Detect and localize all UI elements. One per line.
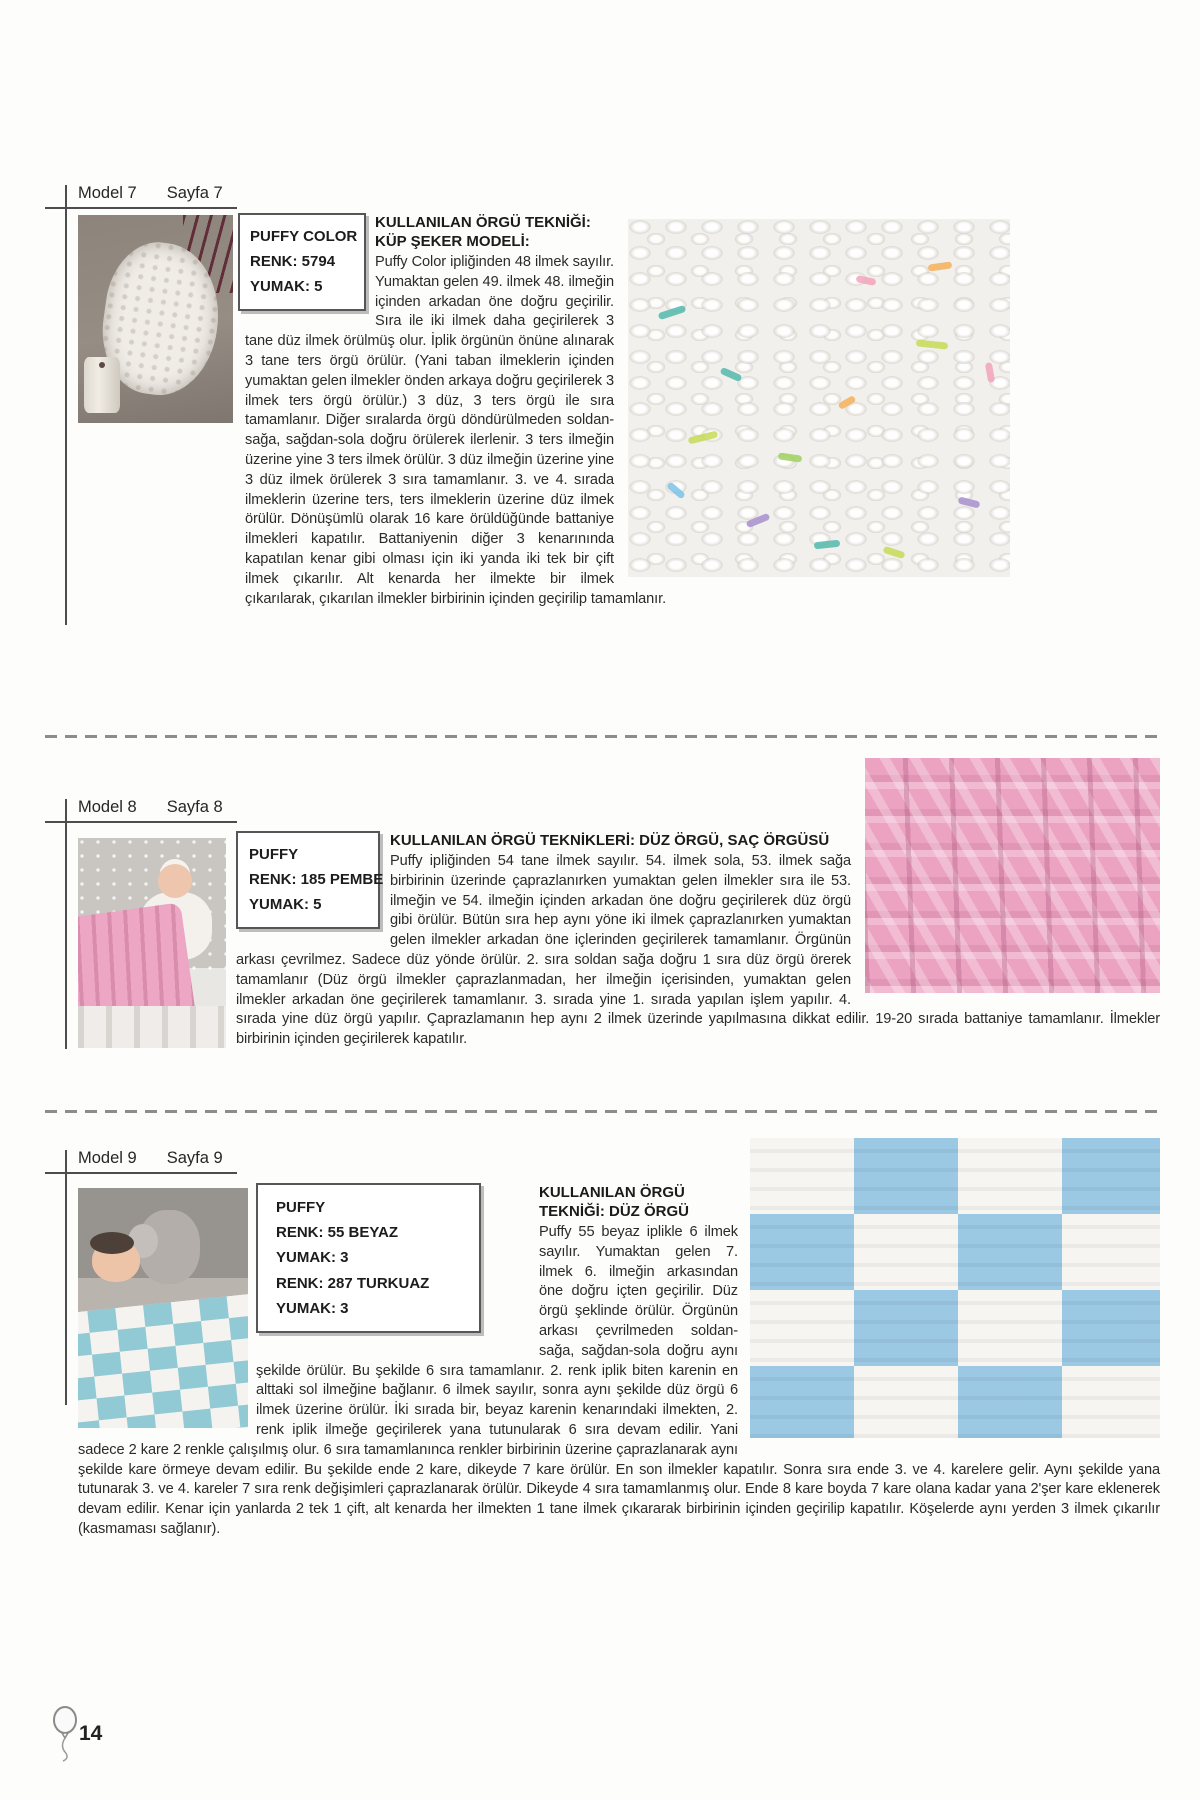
- section-header: [45, 1148, 237, 1174]
- section-left-rule: [65, 1150, 67, 1405]
- baby-face: [92, 1240, 140, 1282]
- yarn-name: PUFFY: [249, 846, 299, 863]
- stitch-swatch-photo: [628, 219, 1010, 577]
- section-model-8: [60, 797, 1160, 1056]
- crib: [78, 1006, 226, 1048]
- color-fleck: [746, 513, 771, 528]
- color-fleck: [882, 546, 905, 559]
- elephant-plush: [138, 1210, 200, 1284]
- color-fleck: [778, 452, 803, 462]
- section-header: [45, 183, 237, 209]
- technique-title: KULLANILAN ÖRGÜ TEKNİĞİ: KÜP ŞEKER MODELİ:: [375, 214, 591, 250]
- section-header: [45, 797, 237, 823]
- yarn-color: RENK: 5794: [250, 253, 336, 271]
- section-model-7: [60, 183, 1010, 609]
- page-ref-label: Sayfa 7: [166, 184, 223, 202]
- model-label: Model 9: [78, 1149, 137, 1167]
- page-ref-label: Sayfa 9: [166, 1149, 223, 1167]
- technique-title: KULLANILAN ÖRGÜ TEKNİĞİ: DÜZ ÖRGÜ: [539, 1184, 689, 1220]
- yarn-skeins: YUMAK: 5: [250, 278, 323, 296]
- color-fleck: [814, 540, 841, 550]
- model-label: Model 8: [78, 798, 137, 816]
- color-fleck: [688, 430, 719, 444]
- color-fleck: [928, 261, 953, 271]
- dashed-divider: [45, 735, 1158, 738]
- yarn-skeins: YUMAK: 5: [249, 896, 322, 914]
- color-fleck: [855, 275, 876, 286]
- page-number: 14: [79, 1722, 103, 1745]
- stitch-swatch-photo: [865, 758, 1160, 993]
- color-fleck: [957, 496, 980, 508]
- section-content: [78, 1183, 1160, 1540]
- yarn-skeins-1: YUMAK: 3: [276, 1249, 349, 1267]
- yarn-skeins-2: YUMAK: 3: [276, 1299, 349, 1317]
- yarn-info-box: [238, 213, 366, 311]
- page-ref-label: Sayfa 8: [166, 798, 223, 816]
- dashed-divider: [45, 1110, 1158, 1113]
- yarn-color: RENK: 185 PEMBE: [249, 871, 384, 889]
- checkered-blanket: [78, 1293, 248, 1428]
- color-fleck: [916, 339, 949, 349]
- color-fleck: [666, 481, 686, 499]
- instructions-text: Puffy ipliğinden 54 tane ilmek sayılır. 54. ilmek sola, 53. ilmek sağa birbirinin üzerinde çaprazlanırken yumaktan gelen ilmekler sıra ile 53. ilmeğin ve 54. ilmeğin içinden arkadan öne doğru geçirilerek düz örgü gibi örülür. Bütün sıra hep aynı yöne iki ilmek çaprazlanırken yumaktan gelen ilmekler arkadan öne içlerinden geçirilerek tamamlanır. Örgünün arkası çevrilmez. Sadece düz yönde örülür. 2. sıra soldan sağa doğru 1 sıra düz örgü örerek tamamlanır (Düz örgü ilmekler çaprazlanmadan, her ilmeğin içerisinden, yumaktan gelen ilmekler arkadan öne geçirilerek tamamlanır. 3. sırada yine 1. sırada yapılan işlem yapılır. 4. sırada yine düz örgü yapılır. Çaprazlamanın hep aynı 2 ilmek üzerinde yapılmasına dikkat edilir. 19-20 sırada battaniye tamamlanır. İlmekler birbirinin içinden geçirilerek kapatılır.: [236, 853, 1160, 1048]
- instructions-text: Puffy 55 beyaz iplikle 6 ilmek sayılır. Yumaktan gelen 7. ilmek 6. ilmeğin arkasından öne doğru içten geçirilir. Düz örgü şeklinde örülür. Örgünün arkası çevrilmeden soldan-sağa, sağdan-sola doğru aynı şekilde örülür. Bu şekilde 6 sıra tamamlanır. 2. renk iplik biten karenin en alttaki sol ilmeğine bağlanır. 6 ilmek sayılır, sonra aynı şekilde düz örgü 6 ilmek üzerine örülür. İki sırada bir, beyaz karenin kenarındaki ilmekten, 2. renk iplik ilmeğe geçirilerek yana tutunularak 6 sıra devam edilir. Yani sadece 2 kare 2 renkle çalışılmış olur. 6 sıra tamamlanınca renkler birbirinin üzerine çaprazlanarak aynı şekilde kare örmeye devam edilir. Bu şekilde ende 2 kare, dikeyde 7 kare örülür. En son ilmekler kapatılır. Sonra sıra ende 3. ve 4. karelere gelir. Aynı şekilde yana tutunarak 3. ve 4. kareler 7 sıra renk değişimleri çaprazlanarak örülür. Dikeyde 4 sıra tamamlanmış olur. Ende 8 kare boyda 7 kare olana kadar yana 2'şer kare eklenerek devam edilir. Kenar için yanlarda 2 tek 1 çift, alt kenarda her ilmekten 1 tane ilmek çıkararak birbirinin içinden geçirilip kapatılır. Köşelerde aynı yerden 3 ilmek çıkarılır (kasmaması sağlanır).: [78, 1224, 1160, 1537]
- section-content: [78, 831, 1160, 1056]
- section-content: [60, 213, 1010, 609]
- yarn-name: PUFFY: [276, 1199, 326, 1216]
- yarn-color-2: RENK: 287 TURKUAZ: [276, 1274, 430, 1292]
- candle-decor: [84, 357, 120, 413]
- instructions-text: Puffy Color ipliğinden 48 ilmek sayılır. Yumaktan gelen 49. ilmek 48. ilmeğin içinden arkadan öne doğru geçirilir. Sıra ile iki ilmek daha geçirilerek 3 tane düz ilmek örülmüş olur. İplik örgünün önüne alınarak 3 tane ters örgü örülür. (Yani taban ilmeklerin içinden yumaktan gelen ilmekler önden arkaya doğru geçirilerek 3 ilmek ters örgü örülür.) 3 düz, 3 ters örgü ile sıra tamamlanır. Diğer sıralarda örgü döndürülmeden soldan-sağa, sağdan-sola doğru örülerek ilerlenir. 3 ters ilmeğin üzerine yine 3 ters ilmek örülür. 3 düz ilmeğin üzerine yine 3 düz ilmek örülerek 3 sıra tamamlanır. 3. ve 4. sırada ilmeklerin üzerine ters, ters ilmeklerin üzerine düz ilmek örülür. Dönüşümlü olarak 16 kare örüldüğünde battaniye ilmekleri kapatılır. Battaniyenin diğer 3 kenarınında kapatılan kenar gibi olması için iki yanda iki tek bir çift ilmek çıkarılır. Alt kenarda her ilmekte bir ilmek çıkarılarak, çıkarılan ilmekler birbirinin içinden geçirilip tamamlanır.: [245, 254, 667, 607]
- color-fleck: [720, 367, 743, 382]
- baby-face: [158, 864, 192, 898]
- yarn-info-box: [256, 1183, 481, 1333]
- color-fleck: [837, 395, 856, 410]
- text-column: [245, 213, 1010, 609]
- yarn-info-box: [236, 831, 384, 929]
- model-photo: [78, 838, 226, 1048]
- model-photo: [78, 215, 233, 423]
- model-photo: [78, 1188, 248, 1428]
- section-model-9: [60, 1148, 1160, 1540]
- color-fleck: [985, 362, 995, 383]
- balloon-icon: [52, 1706, 82, 1762]
- model-label: Model 7: [78, 184, 137, 202]
- stitch-swatch-photo: [750, 1138, 1160, 1438]
- color-fleck: [658, 305, 687, 320]
- technique-title: KULLANILAN ÖRGÜ TEKNİKLERİ: DÜZ ÖRGÜ, SAÇ ÖRGÜSÜ: [390, 832, 830, 849]
- page-footer: [52, 1700, 142, 1772]
- yarn-color-1: RENK: 55 BEYAZ: [276, 1224, 398, 1242]
- yarn-name: PUFFY COLOR: [250, 228, 358, 245]
- section-left-rule: [65, 799, 67, 1049]
